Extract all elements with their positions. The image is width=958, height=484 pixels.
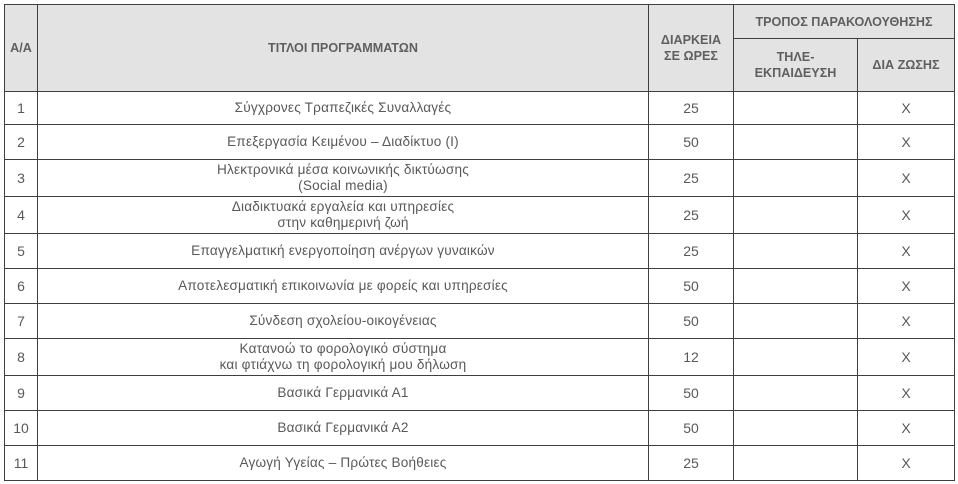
program-live-mark: Χ [858, 304, 955, 339]
program-title-line: Διαδικτυακά εργαλεία και υπηρεσίες [231, 199, 455, 214]
header-remote-line1: ΤΗΛΕ- [776, 50, 815, 64]
program-title-line: Αγωγή Υγείας – Πρώτες Βοήθειες [239, 455, 447, 470]
program-title [38, 339, 649, 376]
program-title [38, 269, 649, 304]
program-live-mark: Χ [858, 339, 955, 376]
program-title-line: Επεξεργασία Κειμένου – Διαδίκτυο (Ι) [227, 134, 459, 149]
program-live-mark: Χ [858, 234, 955, 269]
row-number: 9 [5, 376, 38, 411]
program-title [38, 446, 649, 481]
table-row [5, 304, 955, 339]
program-title [38, 304, 649, 339]
program-hours: 12 [649, 339, 734, 376]
program-live-mark: Χ [858, 446, 955, 481]
program-remote [734, 92, 858, 125]
table-row [5, 446, 955, 481]
program-title [38, 160, 649, 197]
program-title [38, 234, 649, 269]
program-title-line: Σύγχρονες Τραπεζικές Συναλλαγές [234, 100, 452, 115]
program-live-mark: Χ [858, 197, 955, 234]
program-remote [734, 339, 858, 376]
program-remote [734, 234, 858, 269]
row-number: 6 [5, 269, 38, 304]
program-live-mark: Χ [858, 92, 955, 125]
program-title-line: Αποτελεσματική επικοινωνία με φορείς και υπηρεσίες [178, 278, 508, 293]
program-title [38, 376, 649, 411]
program-remote [734, 304, 858, 339]
program-live-mark: Χ [858, 411, 955, 446]
program-title [38, 92, 649, 125]
table-row [5, 411, 955, 446]
table-row [5, 197, 955, 234]
program-hours: 50 [649, 125, 734, 160]
program-hours: 50 [649, 304, 734, 339]
program-title-line: Σύνδεση σχολείου-οικογένειας [249, 313, 437, 328]
program-title-line-2: (Social media) [298, 178, 388, 193]
program-title [38, 125, 649, 160]
program-hours: 25 [649, 234, 734, 269]
program-title-line: Βασικά Γερμανικά Α1 [277, 385, 409, 400]
programs-table [4, 4, 955, 481]
table-row [5, 160, 955, 197]
program-hours: 25 [649, 160, 734, 197]
program-title [38, 197, 649, 234]
row-number: 8 [5, 339, 38, 376]
program-remote [734, 160, 858, 197]
header-live: ΔΙΑ ΖΩΣΗΣ [858, 39, 955, 92]
row-number: 7 [5, 304, 38, 339]
header-duration-line2: ΣΕ ΩΡΕΣ [664, 49, 718, 63]
program-live-mark: Χ [858, 125, 955, 160]
program-remote [734, 446, 858, 481]
row-number: 10 [5, 411, 38, 446]
header-title: ΤΙΤΛΟΙ ΠΡΟΓΡΑΜΜΑΤΩΝ [38, 5, 649, 92]
program-title-line: Κατανοώ το φορολογικό σύστημα [239, 341, 447, 356]
row-number: 1 [5, 92, 38, 125]
table-row [5, 125, 955, 160]
header-duration [649, 5, 734, 92]
header-remote-line2: ΕΚΠΑΙΔΕΥΣΗ [754, 66, 837, 80]
program-hours: 25 [649, 197, 734, 234]
program-hours: 25 [649, 92, 734, 125]
table-row [5, 234, 955, 269]
header-duration-line1: ΔΙΑΡΚΕΙΑ [660, 33, 722, 47]
table-row [5, 339, 955, 376]
program-hours: 50 [649, 411, 734, 446]
header-mode: ΤΡΟΠΟΣ ΠΑΡΑΚΟΛΟΥΘΗΣΗΣ [734, 5, 955, 39]
header-aa: Α/Α [5, 5, 38, 92]
program-title-line: Βασικά Γερμανικά Α2 [277, 420, 409, 435]
table-row [5, 269, 955, 304]
program-hours: 50 [649, 376, 734, 411]
program-title-line: Ηλεκτρονικά μέσα κοινωνικής δικτύωσης [217, 162, 469, 177]
program-title [38, 411, 649, 446]
program-live-mark: Χ [858, 269, 955, 304]
program-hours: 50 [649, 269, 734, 304]
row-number: 5 [5, 234, 38, 269]
row-number: 2 [5, 125, 38, 160]
header-remote [734, 39, 858, 92]
program-hours: 25 [649, 446, 734, 481]
programs-body [5, 92, 955, 481]
table-row [5, 376, 955, 411]
program-remote [734, 125, 858, 160]
row-number: 4 [5, 197, 38, 234]
row-number: 3 [5, 160, 38, 197]
program-title-line: Επαγγελματική ενεργοποίηση ανέργων γυναικών [191, 243, 495, 258]
program-remote [734, 376, 858, 411]
program-title-line-2: και φτιάχνω τη φορολογική μου δήλωση [219, 357, 467, 372]
program-remote [734, 197, 858, 234]
header-row-top [5, 5, 955, 39]
program-live-mark: Χ [858, 376, 955, 411]
program-remote [734, 411, 858, 446]
table-row [5, 92, 955, 125]
program-live-mark: Χ [858, 160, 955, 197]
program-remote [734, 269, 858, 304]
program-title-line-2: στην καθημερινή ζωή [277, 215, 409, 230]
row-number: 11 [5, 446, 38, 481]
